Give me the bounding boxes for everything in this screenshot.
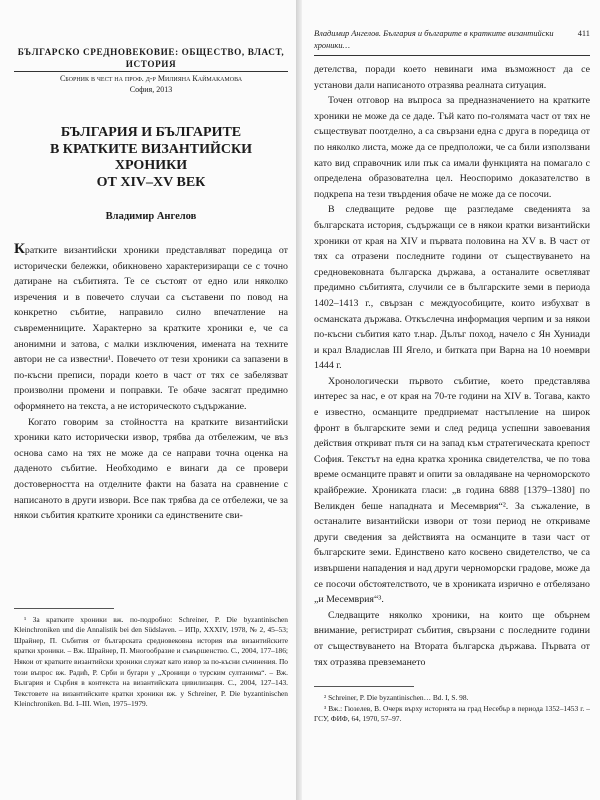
drop-cap: К xyxy=(14,241,25,257)
body-paragraph: Хронологически първото събитие, което представлява интерес за нас, е от края на 70-те години на XIV в. Тогава, както е известно, османците предприемат настъпление на широк фронт в българските земи и след редица успешни завоевания действия откриват пътя си на запад към стратегическата крепост София. Текстът на една кратка хроника свидетелства, че по това време османците правят и опити за овладяване на черноморското крайбрежие. Хрониката гласи: „в година 6888 [1379–1380] по Великден беше нападната и Месемврия“². За съжаление, в останалите византийски извори от този период не откриваме други сведения за действията на османците в тази част от българските земи. Единствено като косвено свидетелство, че са извършени нападения и над други черноморски градове, може да се посочи обстоятелството, че в хрониката изрично е отбелязано „и Месемврия“³. xyxy=(314,375,590,606)
page-number: 411 xyxy=(577,29,590,38)
footnote-rule xyxy=(14,608,114,609)
paragraph-text: ратките византийски хроники представляват поредица от исторически бележки, обикновено характеризиращи се с точно датиране на събитията. Те се състоят от едно или няколко изречения и в повечето случаи са съставени по повод на конкретно събитие, направило силно впечатление на съвременниците. Характерно за кратките хроники е, че са анонимни и затова, с малки изключения, имената на техните автори не са известни¹. Повечето от тези хроники са запазени в по-късни преписи, поради което в част от тях се забелязват произволни промени и поправки. Те обаче засягат предимно оформянето на текста, а не историческото съдържание. xyxy=(14,245,288,412)
running-header xyxy=(314,28,590,56)
body-paragraph: Следващите няколко хроники, на които ще обърнем внимание, регистрират събития, свързани с последните години от съществуването на Втората българска държава. Първата от тях отразява превземането xyxy=(314,609,590,668)
article-title xyxy=(14,125,288,191)
collection-subtitle: Сборник в чест на проф. д-р Милияна Каймакамова xyxy=(59,74,243,83)
author-name: Владимир Ангелов xyxy=(105,211,197,222)
body-paragraph: Когато говорим за стойността на кратките византийски хроники като исторически извор, трябва да отбележим, че въз основа само на тях не може да се направи точна оценка на даденото събитие. Необходимо е винаги да се провери достоверността на отделните факти на базата на сравнение с написаното в други извори. Все пак трябва да се отбележи, че за някои събития кратките хроники са единствените сви- xyxy=(14,416,288,522)
title-line-2: В КРАТКИТЕ ВИЗАНТИЙСКИ ХРОНИКИ xyxy=(49,141,253,173)
footnote: ² Schreiner, P. Die byzantinischen… Bd. I, S. 98. xyxy=(324,693,469,703)
footnote-rule xyxy=(314,686,414,687)
body-paragraph xyxy=(14,242,288,415)
city-year: София, 2013 xyxy=(129,85,173,94)
right-page xyxy=(302,0,600,800)
title-line-1: БЪЛГАРИЯ И БЪЛГАРИТЕ xyxy=(60,125,242,140)
series-header: БЪЛГАРСКО СРЕДНОВЕКОВИЕ: ОБЩЕСТВО, ВЛАСТ, ИСТОРИЯ xyxy=(17,47,285,69)
left-page xyxy=(0,0,296,800)
title-line-3: ОТ XIV–XV ВЕК xyxy=(96,174,206,190)
body-paragraph: Точен отговор на въпроса за предназначението на кратките хроники не може да се даде. Тъй като по-голямата част от тях не съществуват поотделно, а са свързани една с друга в поредица от по няколко листа, може да се предполoжи, че са били използвани като вид справочник или пък са имали функцията на помагало с определена образователна цел. Неоспоримо доказателство в подкрепа на тези твърдения обаче не може да се посочи. xyxy=(314,95,590,200)
footnote: ³ Вж.: Гюзелев, В. Очерк върху историята на град Несебър в периода 1352–1453 г. – ГСУ, ФИФ, 64, 1970, 57–97. xyxy=(314,703,590,724)
header-rule xyxy=(14,71,288,72)
footnote: ¹ За кратките хроники вж. по-подробно: Schreiner, P. Die byzantinischen Kleinchroniken und die Annalistik bei den Südslaven. – ИПр, XXXIV, 1978, № 2, 45–53; Шрайнер, П. Събития от българската средновековна история във византийските кратки хроники. – Вж. Шрайнер, П. Многообразие и съвършенство. С., 2004, 177–186; Някои от кратките византийски хроники служат като извор за по-късни съчинения. По този въпрос вж. Радић, Р. Срби и бугари у „Хроници о турским султанима“. – Вж. България и Сърбия в контекста на византийската цивилизация. С., 2004, 127–143. Текстовете на византийските кратки хроники вж. у Schreiner, P. Die byzantinischen Kleinchroniken. Bd. I–III. Wien, 1975–1979. xyxy=(14,614,288,709)
body-paragraph: В следващите редове ще разгледаме сведенията за българската история, съдържащи се в някои кратки византийски хроники от края на XIV и първата половина на XV в. В част от тях са отразени последните години от съществуването на средновековната българска държава, а останалите осветляват предимно събитията, случили се в българските земи в периода 1402–1413 г., свързан с междуособиците, които избухват в османската държава. Откъслечна информация черпим и за някои по-късни събития като т.нар. Дълъг поход, начело с Ян Хуниади и крал Владислав III Ягело, и битката при Варна на 10 ноември 1444 г. xyxy=(314,204,590,372)
running-head-text: Владимир Ангелов. България и българите в кратките византийски хроники… xyxy=(314,29,554,50)
body-paragraph: детелства, поради което невинаги има възможност да се установи дали написаното отразява реалната ситуация. xyxy=(314,64,590,91)
